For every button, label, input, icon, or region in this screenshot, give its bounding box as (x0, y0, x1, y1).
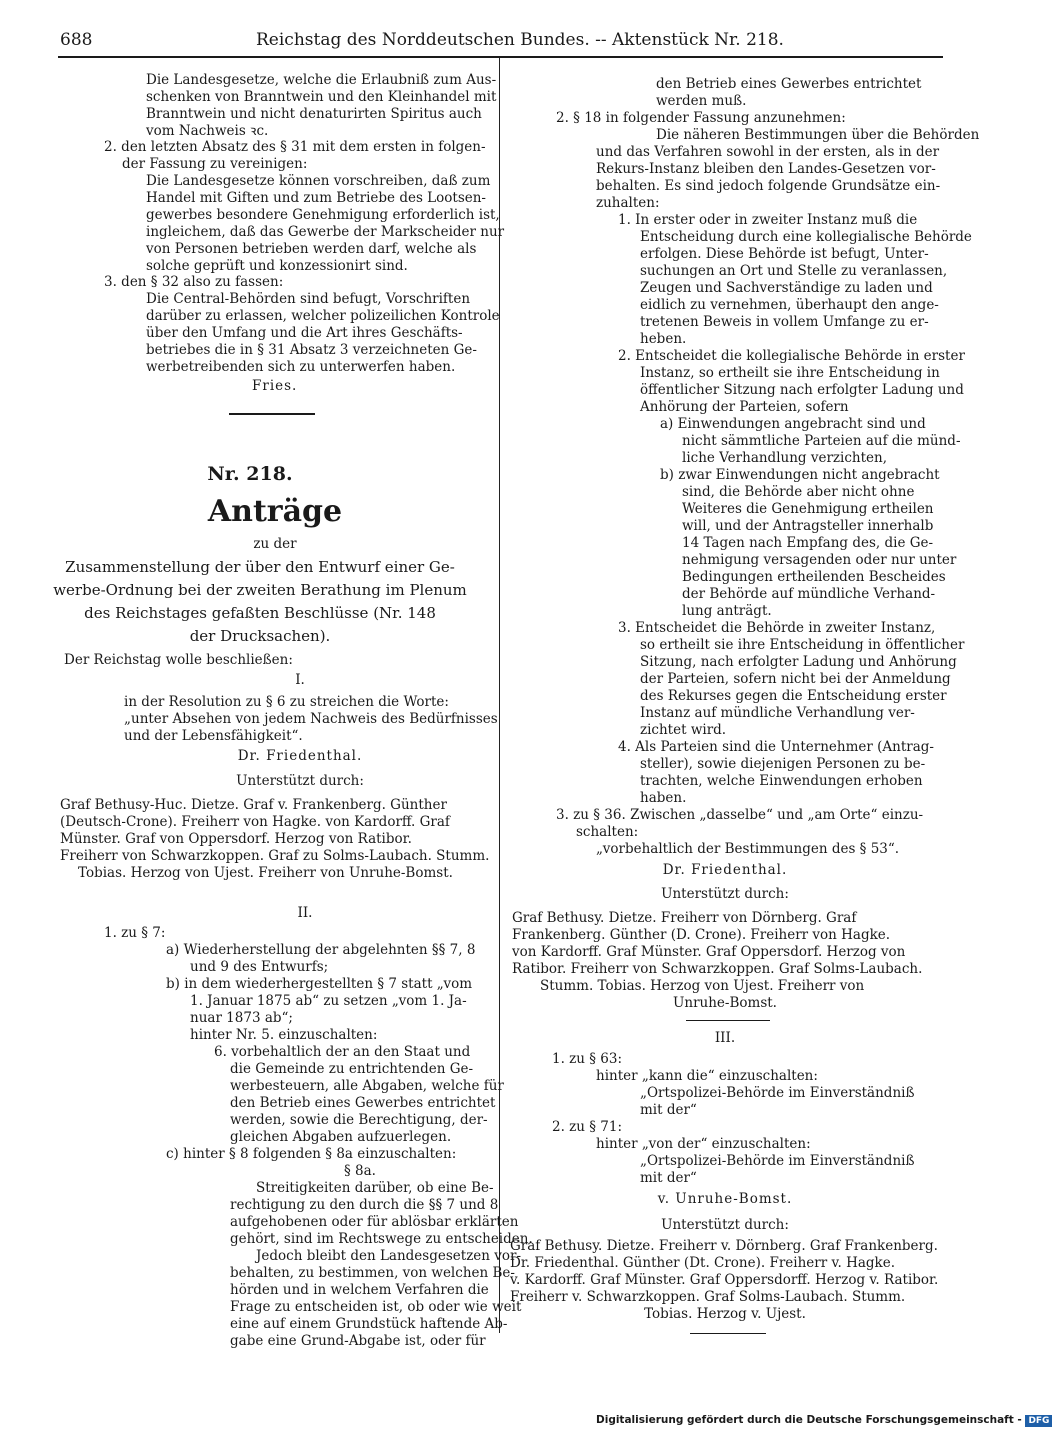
text-line: und das Verfahren sowohl in der ersten, als in der (596, 144, 940, 160)
text-line: will, und der Antragsteller innerhalb (682, 518, 934, 534)
text-line: schenken von Branntwein und den Kleinhandel mit (146, 89, 497, 105)
roman-numeral: III. (714, 1030, 736, 1046)
text-line: mit der“ (640, 1170, 697, 1186)
text-line: Graf Bethusy. Dietze. Freiherr von Dörnberg. Graf (512, 910, 857, 926)
text-line: suchungen an Ort und Stelle zu veranlassen, (640, 263, 948, 279)
text-line: „Ortspolizei-Behörde im Einverständniß (640, 1153, 915, 1169)
text-line: 3. Entscheidet die Behörde in zweiter Instanz, (618, 620, 936, 636)
text-line: 3. zu § 36. Zwischen „dasselbe“ und „am Orte“ einzu- (556, 807, 924, 823)
subtitle-line: des Reichstages gefaßten Beschlüsse (Nr. 148 (84, 604, 436, 622)
text-line: v. Kardorff. Graf Münster. Graf Oppersdorff. Herzog v. Ratibor. (510, 1272, 939, 1288)
text-line: 6. vorbehaltlich der an den Staat und (214, 1044, 471, 1060)
text-line: „unter Absehen von jedem Nachweis des Bedürfnisses (124, 711, 498, 727)
page-number: 688 (60, 30, 93, 50)
text-line: Graf Bethusy. Dietze. Freiherr v. Dörnberg. Graf Frankenberg. (510, 1238, 938, 1254)
text-line: Instanz auf mündliche Verhandlung ver- (640, 705, 915, 721)
text-line: über den Umfang und die Art ihres Geschäfts- (146, 325, 463, 341)
text-line: eidlich zu vernehmen, überhaupt den ange- (640, 297, 939, 313)
text-line: des Rekurses gegen die Entscheidung erster (640, 688, 947, 704)
document-title: Anträge (207, 494, 343, 529)
text-line: zichtet wird. (640, 722, 727, 738)
text-line: Die Landesgesetze können vorschreiben, daß zum (146, 173, 491, 189)
text-line: hinter Nr. 5. einzuschalten: (190, 1027, 378, 1043)
text-line: werden muß. (656, 93, 747, 109)
text-line: lung anträgt. (682, 603, 772, 619)
text-line: a) Einwendungen angebracht sind und (660, 416, 926, 432)
text-line: nuar 1873 ab“; (190, 1010, 293, 1026)
text-line: 1. zu § 63: (552, 1051, 623, 1067)
text-line: Frage zu entscheiden ist, ob oder wie weit (230, 1299, 522, 1315)
text-line: werden, sowie die Berechtigung, der- (230, 1112, 488, 1128)
text-line: Branntwein und nicht denaturirten Spiritus auch (146, 106, 482, 122)
text-line: eine auf einem Grundstück haftende Ab- (230, 1316, 508, 1332)
text-line: und 9 des Entwurfs; (190, 959, 329, 975)
text-line: 2. den letzten Absatz des § 31 mit dem ersten in folgen- (104, 139, 486, 155)
text-line: solche geprüft und konzessionirt sind. (146, 258, 408, 274)
text-line: 2. § 18 in folgender Fassung anzunehmen: (556, 110, 846, 126)
text-line: den Betrieb eines Gewerbes entrichtet (656, 76, 922, 92)
section-rule (690, 1333, 766, 1334)
subtitle-line: Zusammenstellung der über den Entwurf einer Ge- (65, 558, 455, 576)
text-line: hinter „von der“ einzuschalten: (596, 1136, 811, 1152)
signature-unruhe-bomst: v. Unruhe-Bomst. (657, 1191, 793, 1207)
text-line: b) zwar Einwendungen nicht angebracht (660, 467, 940, 483)
text-line: (Deutsch-Crone). Freiherr von Hagke. von Kardorff. Graf (60, 814, 450, 830)
text-line: und der Lebensfähigkeit“. (124, 728, 303, 744)
column-divider (499, 58, 500, 1333)
text-line: rechtigung zu den durch die §§ 7 und 8 (230, 1197, 499, 1213)
text-line: steller), sowie diejenigen Personen zu be- (640, 756, 926, 772)
roman-numeral: I. (295, 672, 305, 688)
text-line: 1. Januar 1875 ab“ zu setzen „vom 1. Ja- (190, 993, 467, 1009)
text-line: werbetreibenden sich zu unterwerfen haben. (146, 359, 456, 375)
text-line: der Fassung zu vereinigen: (122, 156, 308, 172)
text-line: heben. (640, 331, 687, 347)
text-line: tretenen Beweis in vollem Umfange zu er- (640, 314, 929, 330)
text-line: Rekurs-Instanz bleiben den Landes-Gesetzen vor- (596, 161, 936, 177)
text-line: Anhörung der Parteien, sofern (640, 399, 849, 415)
text-line: Handel mit Giften und zum Betriebe des Lootsen- (146, 190, 486, 206)
section-heading: § 8a. (344, 1163, 376, 1179)
text-line: gewerbes besondere Genehmigung erforderlich ist, (146, 207, 500, 223)
text-line: b) in dem wiederhergestellten § 7 statt „vom (166, 976, 473, 992)
signature-fries: Fries. (252, 378, 298, 394)
text-line: aufgehobenen oder für ablösbar erklärten (230, 1214, 519, 1230)
running-title: Reichstag des Norddeutschen Bundes. -- Aktenstück Nr. 218. (256, 30, 784, 50)
text-line: in der Resolution zu § 6 zu streichen die Worte: (124, 694, 449, 710)
text-line: zuhalten: (596, 195, 660, 211)
text-line: mit der“ (640, 1102, 697, 1118)
text-line: nicht sämmtliche Parteien auf die münd- (682, 433, 961, 449)
text-line: ingleichem, daß das Gewerbe der Markscheider nur (146, 224, 505, 240)
text-line: 2. Entscheidet die kollegialische Behörde in erster (618, 348, 965, 364)
text-line: 14 Tagen nach Empfang des, die Ge- (682, 535, 934, 551)
text-line: Freiherr von Schwarzkoppen. Graf zu Solms-Laubach. Stumm. (60, 848, 490, 864)
text-line: von Personen betrieben werden darf, welche als (146, 241, 477, 257)
text-line: nehmigung versagenden oder nur unter (682, 552, 957, 568)
text-line: die Gemeinde zu entrichtenden Ge- (230, 1061, 474, 1077)
text-line: „vorbehaltlich der Bestimmungen des § 53“. (596, 841, 900, 857)
text-line: Die Landesgesetze, welche die Erlaubniß zum Aus- (146, 72, 497, 88)
text-line: der Parteien, sofern nicht bei der Anmeldung (640, 671, 951, 687)
text-line: 4. Als Parteien sind die Unternehmer (Antrag- (618, 739, 934, 755)
text-line: 3. den § 32 also zu fassen: (104, 274, 284, 290)
text-line: 2. zu § 71: (552, 1119, 623, 1135)
text-line: Weiteres die Genehmigung ertheilen (682, 501, 934, 517)
text-line: gehört, sind im Rechtswege zu entscheiden. (230, 1231, 533, 1247)
text-line: Unruhe-Bomst. (673, 995, 777, 1011)
text-line: Die Central-Behörden sind befugt, Vorschriften (146, 291, 471, 307)
text-line: Ratibor. Freiherr von Schwarzkoppen. Graf Solms-Laubach. (512, 961, 923, 977)
text-line: Entscheidung durch eine kollegialische Behörde (640, 229, 972, 245)
roman-numeral: II. (297, 905, 313, 921)
text-line: haben. (640, 790, 687, 806)
text-line: hinter „kann die“ einzuschalten: (596, 1068, 818, 1084)
text-line: „Ortspolizei-Behörde im Einverständniß (640, 1085, 915, 1101)
section-rule (686, 1020, 770, 1021)
text-line: der Behörde auf mündliche Verhand- (682, 586, 936, 602)
text-line: Instanz, so ertheilt sie ihre Entscheidung in (640, 365, 940, 381)
text-line: 1. zu § 7: (104, 925, 166, 941)
text-line: Graf Bethusy-Huc. Dietze. Graf v. Frankenberg. Günther (60, 797, 447, 813)
text-line: 1. In erster oder in zweiter Instanz muß die (618, 212, 918, 228)
text-line: Tobias. Herzog von Ujest. Freiherr von Unruhe-Bomst. (78, 865, 453, 881)
text-line: betriebes die in § 31 Absatz 3 verzeichneten Ge- (146, 342, 477, 358)
text-line: Der Reichstag wolle beschließen: (64, 652, 293, 668)
text-line: liche Verhandlung verzichten, (682, 450, 887, 466)
supported-by-label: Unterstützt durch: (661, 886, 789, 902)
text-line: hörden und in welchem Verfahren die (230, 1282, 489, 1298)
signature-friedenthal: Dr. Friedenthal. (662, 862, 788, 878)
header-rule (58, 56, 943, 58)
text-line: öffentlicher Sitzung nach erfolgter Ladung und (640, 382, 964, 398)
text-line: sind, die Behörde aber nicht ohne (682, 484, 915, 500)
text-line: Streitigkeiten darüber, ob eine Be- (256, 1180, 494, 1196)
text-line: Dr. Friedenthal. Günther (Dt. Crone). Freiherr v. Hagke. (510, 1255, 896, 1271)
text-line: behalten. Es sind jedoch folgende Grundsätze ein- (596, 178, 941, 194)
text-line: Die näheren Bestimmungen über die Behörden (656, 127, 980, 143)
footer-text: Digitalisierung gefördert durch die Deutsche Forschungsgemeinschaft - (596, 1414, 1022, 1426)
text-line: trachten, welche Einwendungen erhoben (640, 773, 923, 789)
text-line: gabe eine Grund-Abgabe ist, oder für (230, 1333, 486, 1349)
text-line: Zeugen und Sachverständige zu laden und (640, 280, 933, 296)
subtitle-line: der Drucksachen). (189, 627, 331, 645)
text-line: zu der (253, 536, 297, 552)
text-line: Frankenberg. Günther (D. Crone). Freiherr von Hagke. (512, 927, 891, 943)
text-line: a) Wiederherstellung der abgelehnten §§ 7, 8 (166, 942, 476, 958)
text-line: schalten: (576, 824, 639, 840)
supported-by-label: Unterstützt durch: (661, 1217, 789, 1233)
text-line: von Kardorff. Graf Münster. Graf Oppersdorf. Herzog von (512, 944, 906, 960)
text-line: erfolgen. Diese Behörde ist befugt, Unter- (640, 246, 929, 262)
text-line: werbesteuern, alle Abgaben, welche für (230, 1078, 504, 1094)
dfg-logo: DFG (1025, 1415, 1052, 1427)
text-line: c) hinter § 8 folgenden § 8a einzuschalten: (166, 1146, 457, 1162)
text-line: behalten, zu bestimmen, von welchen Be- (230, 1265, 515, 1281)
subtitle-line: werbe-Ordnung bei der zweiten Berathung im Plenum (53, 581, 467, 599)
text-line: Tobias. Herzog v. Ujest. (644, 1306, 806, 1322)
text-line: darüber zu erlassen, welcher polizeilichen Kontrole (146, 308, 500, 324)
text-line: Bedingungen ertheilenden Bescheides (682, 569, 946, 585)
text-line: den Betrieb eines Gewerbes entrichtet (230, 1095, 496, 1111)
text-line: Freiherr v. Schwarzkoppen. Graf Solms-Laubach. Stumm. (510, 1289, 906, 1305)
supported-by-label: Unterstützt durch: (236, 773, 364, 789)
text-line: Jedoch bleibt den Landesgesetzen vor- (256, 1248, 522, 1264)
footer (596, 1414, 1052, 1426)
text-line: gleichen Abgaben aufzuerlegen. (230, 1129, 452, 1145)
text-line: vom Nachweis ꝛc. (146, 123, 269, 139)
text-line: so ertheilt sie ihre Entscheidung in öffentlicher (640, 637, 965, 653)
text-line: Stumm. Tobias. Herzog von Ujest. Freiherr von (540, 978, 865, 994)
text-line: Sitzung, nach erfolgter Ladung und Anhörung (640, 654, 957, 670)
section-rule (229, 413, 315, 415)
signature-friedenthal: Dr. Friedenthal. (237, 748, 363, 764)
document-number: Nr. 218. (207, 463, 293, 485)
text-line: Münster. Graf von Oppersdorf. Herzog von Ratibor. (60, 831, 412, 847)
